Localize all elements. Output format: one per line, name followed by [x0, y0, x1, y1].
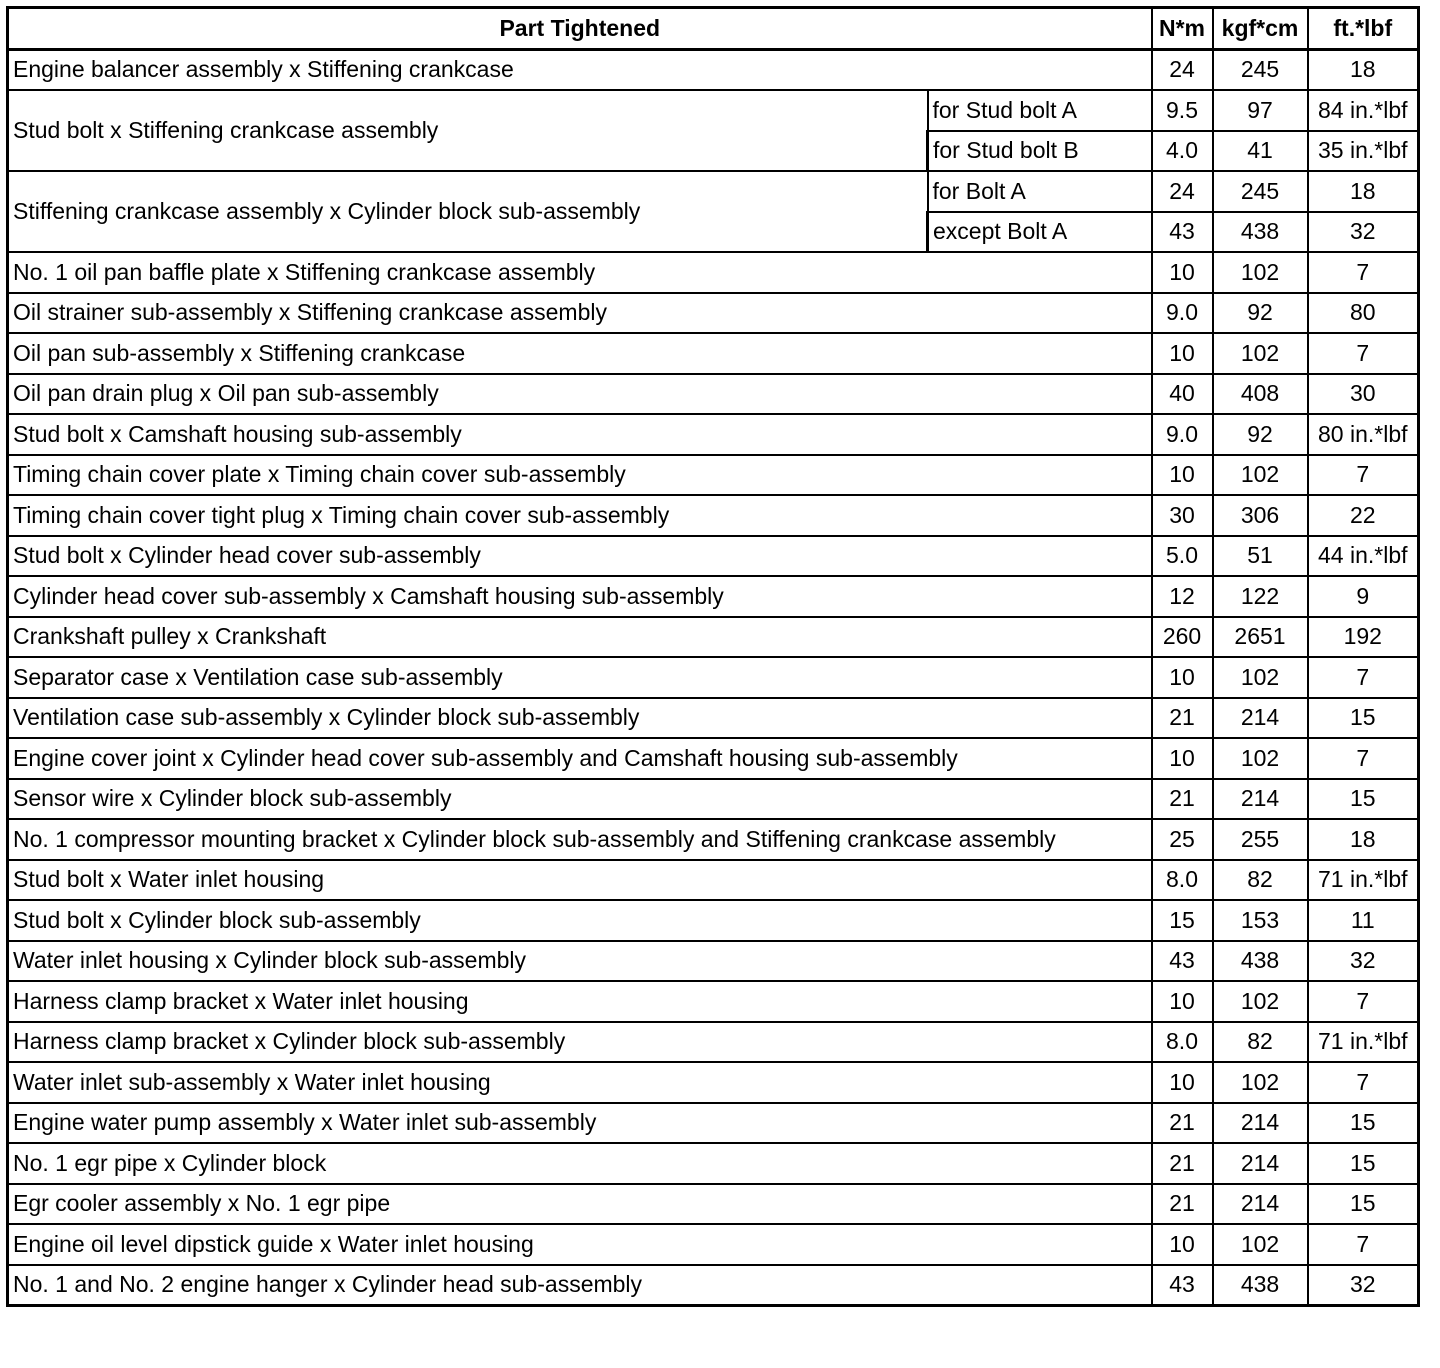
part-cell: Harness clamp bracket x Cylinder block sub-assembly	[8, 1022, 1152, 1063]
table-row	[8, 252, 1419, 293]
table-row	[8, 414, 1419, 455]
ft-lbf-cell: 18	[1308, 49, 1419, 90]
ft-lbf-cell: 71 in.*lbf	[1308, 1022, 1419, 1063]
ft-lbf-cell: 18	[1308, 819, 1419, 860]
kgf-cm-cell: 153	[1213, 900, 1308, 941]
part-cell: Timing chain cover plate x Timing chain cover sub-assembly	[8, 455, 1152, 496]
ft-lbf-cell: 7	[1308, 455, 1419, 496]
part-cell: Stud bolt x Stiffening crankcase assembly	[8, 90, 928, 171]
nm-cell: 21	[1152, 698, 1213, 739]
nm-cell: 9.0	[1152, 293, 1213, 334]
condition-cell: for Bolt A	[928, 171, 1152, 212]
table-row	[8, 171, 1419, 212]
table-row	[8, 333, 1419, 374]
ft-lbf-cell: 35 in.*lbf	[1308, 131, 1419, 172]
table-row	[8, 1184, 1419, 1225]
ft-lbf-cell: 9	[1308, 576, 1419, 617]
condition-cell: for Stud bolt B	[928, 131, 1152, 172]
ft-lbf-cell: 80 in.*lbf	[1308, 414, 1419, 455]
table-row	[8, 698, 1419, 739]
nm-cell: 21	[1152, 1184, 1213, 1225]
table-row	[8, 536, 1419, 577]
condition-cell: except Bolt A	[928, 212, 1152, 253]
nm-cell: 10	[1152, 738, 1213, 779]
kgf-cm-cell: 92	[1213, 414, 1308, 455]
part-cell: Engine cover joint x Cylinder head cover sub-assembly and Camshaft housing sub-assembly	[8, 738, 1152, 779]
table-row	[8, 1265, 1419, 1306]
table-row	[8, 900, 1419, 941]
kgf-cm-cell: 102	[1213, 657, 1308, 698]
kgf-cm-cell: 97	[1213, 90, 1308, 131]
nm-cell: 9.0	[1152, 414, 1213, 455]
table-row	[8, 819, 1419, 860]
header-part-tightened: Part Tightened	[8, 8, 1152, 50]
ft-lbf-cell: 30	[1308, 374, 1419, 415]
kgf-cm-cell: 438	[1213, 1265, 1308, 1306]
nm-cell: 24	[1152, 49, 1213, 90]
part-cell: Ventilation case sub-assembly x Cylinder block sub-assembly	[8, 698, 1152, 739]
table-row	[8, 576, 1419, 617]
part-cell: Stud bolt x Water inlet housing	[8, 860, 1152, 901]
part-cell: Cylinder head cover sub-assembly x Camshaft housing sub-assembly	[8, 576, 1152, 617]
table-row	[8, 779, 1419, 820]
table-row	[8, 1103, 1419, 1144]
kgf-cm-cell: 82	[1213, 860, 1308, 901]
kgf-cm-cell: 41	[1213, 131, 1308, 172]
kgf-cm-cell: 2651	[1213, 617, 1308, 658]
condition-cell: for Stud bolt A	[928, 90, 1152, 131]
ft-lbf-cell: 7	[1308, 252, 1419, 293]
nm-cell: 5.0	[1152, 536, 1213, 577]
kgf-cm-cell: 122	[1213, 576, 1308, 617]
kgf-cm-cell: 102	[1213, 252, 1308, 293]
kgf-cm-cell: 438	[1213, 212, 1308, 253]
nm-cell: 9.5	[1152, 90, 1213, 131]
nm-cell: 40	[1152, 374, 1213, 415]
part-cell: Stud bolt x Camshaft housing sub-assembly	[8, 414, 1152, 455]
ft-lbf-cell: 15	[1308, 1103, 1419, 1144]
part-cell: Sensor wire x Cylinder block sub-assembly	[8, 779, 1152, 820]
ft-lbf-cell: 7	[1308, 657, 1419, 698]
table-row	[8, 495, 1419, 536]
kgf-cm-cell: 214	[1213, 1184, 1308, 1225]
kgf-cm-cell: 255	[1213, 819, 1308, 860]
table-row	[8, 293, 1419, 334]
nm-cell: 15	[1152, 900, 1213, 941]
torque-spec-table	[6, 6, 1420, 1307]
kgf-cm-cell: 245	[1213, 49, 1308, 90]
ft-lbf-cell: 15	[1308, 779, 1419, 820]
nm-cell: 43	[1152, 1265, 1213, 1306]
table-row	[8, 981, 1419, 1022]
kgf-cm-cell: 102	[1213, 333, 1308, 374]
part-cell: Crankshaft pulley x Crankshaft	[8, 617, 1152, 658]
table-row	[8, 738, 1419, 779]
kgf-cm-cell: 306	[1213, 495, 1308, 536]
header-kgf-cm: kgf*cm	[1213, 8, 1308, 50]
kgf-cm-cell: 102	[1213, 1224, 1308, 1265]
ft-lbf-cell: 18	[1308, 171, 1419, 212]
part-cell: Water inlet sub-assembly x Water inlet housing	[8, 1062, 1152, 1103]
table-row	[8, 1143, 1419, 1184]
table-row	[8, 455, 1419, 496]
kgf-cm-cell: 214	[1213, 698, 1308, 739]
nm-cell: 260	[1152, 617, 1213, 658]
part-cell: No. 1 compressor mounting bracket x Cylinder block sub-assembly and Stiffening crankcase assembly	[8, 819, 1152, 860]
nm-cell: 12	[1152, 576, 1213, 617]
part-cell: Water inlet housing x Cylinder block sub-assembly	[8, 941, 1152, 982]
part-cell: Oil pan sub-assembly x Stiffening crankcase	[8, 333, 1152, 374]
ft-lbf-cell: 7	[1308, 1062, 1419, 1103]
table-row	[8, 374, 1419, 415]
part-cell: Engine water pump assembly x Water inlet sub-assembly	[8, 1103, 1152, 1144]
part-cell: No. 1 egr pipe x Cylinder block	[8, 1143, 1152, 1184]
table-row	[8, 860, 1419, 901]
nm-cell: 43	[1152, 941, 1213, 982]
nm-cell: 4.0	[1152, 131, 1213, 172]
part-cell: Timing chain cover tight plug x Timing chain cover sub-assembly	[8, 495, 1152, 536]
nm-cell: 10	[1152, 657, 1213, 698]
ft-lbf-cell: 15	[1308, 1143, 1419, 1184]
nm-cell: 43	[1152, 212, 1213, 253]
kgf-cm-cell: 214	[1213, 1143, 1308, 1184]
ft-lbf-cell: 32	[1308, 212, 1419, 253]
nm-cell: 10	[1152, 1062, 1213, 1103]
part-cell: Separator case x Ventilation case sub-assembly	[8, 657, 1152, 698]
part-cell: Engine balancer assembly x Stiffening crankcase	[8, 49, 1152, 90]
ft-lbf-cell: 22	[1308, 495, 1419, 536]
kgf-cm-cell: 408	[1213, 374, 1308, 415]
nm-cell: 30	[1152, 495, 1213, 536]
header-ft-lbf: ft.*lbf	[1308, 8, 1419, 50]
table-row	[8, 617, 1419, 658]
header-row	[8, 8, 1419, 50]
ft-lbf-cell: 7	[1308, 333, 1419, 374]
ft-lbf-cell: 32	[1308, 1265, 1419, 1306]
table-row	[8, 941, 1419, 982]
nm-cell: 10	[1152, 1224, 1213, 1265]
table-row	[8, 90, 1419, 131]
part-cell: Harness clamp bracket x Water inlet housing	[8, 981, 1152, 1022]
ft-lbf-cell: 15	[1308, 1184, 1419, 1225]
part-cell: No. 1 and No. 2 engine hanger x Cylinder head sub-assembly	[8, 1265, 1152, 1306]
kgf-cm-cell: 102	[1213, 455, 1308, 496]
ft-lbf-cell: 11	[1308, 900, 1419, 941]
kgf-cm-cell: 438	[1213, 941, 1308, 982]
nm-cell: 24	[1152, 171, 1213, 212]
kgf-cm-cell: 102	[1213, 738, 1308, 779]
ft-lbf-cell: 80	[1308, 293, 1419, 334]
ft-lbf-cell: 192	[1308, 617, 1419, 658]
table-row	[8, 49, 1419, 90]
kgf-cm-cell: 82	[1213, 1022, 1308, 1063]
nm-cell: 21	[1152, 779, 1213, 820]
part-cell: No. 1 oil pan baffle plate x Stiffening crankcase assembly	[8, 252, 1152, 293]
nm-cell: 25	[1152, 819, 1213, 860]
nm-cell: 8.0	[1152, 1022, 1213, 1063]
ft-lbf-cell: 15	[1308, 698, 1419, 739]
nm-cell: 10	[1152, 333, 1213, 374]
kgf-cm-cell: 102	[1213, 981, 1308, 1022]
part-cell: Oil pan drain plug x Oil pan sub-assembly	[8, 374, 1152, 415]
part-cell: Egr cooler assembly x No. 1 egr pipe	[8, 1184, 1152, 1225]
table-row	[8, 1224, 1419, 1265]
ft-lbf-cell: 32	[1308, 941, 1419, 982]
kgf-cm-cell: 245	[1213, 171, 1308, 212]
nm-cell: 10	[1152, 981, 1213, 1022]
part-cell: Stud bolt x Cylinder block sub-assembly	[8, 900, 1152, 941]
ft-lbf-cell: 7	[1308, 981, 1419, 1022]
header-nm: N*m	[1152, 8, 1213, 50]
nm-cell: 8.0	[1152, 860, 1213, 901]
kgf-cm-cell: 92	[1213, 293, 1308, 334]
nm-cell: 21	[1152, 1103, 1213, 1144]
nm-cell: 10	[1152, 455, 1213, 496]
ft-lbf-cell: 7	[1308, 738, 1419, 779]
nm-cell: 21	[1152, 1143, 1213, 1184]
table-row	[8, 1062, 1419, 1103]
kgf-cm-cell: 214	[1213, 1103, 1308, 1144]
table-row	[8, 657, 1419, 698]
nm-cell: 10	[1152, 252, 1213, 293]
table-row	[8, 1022, 1419, 1063]
part-cell: Stud bolt x Cylinder head cover sub-assembly	[8, 536, 1152, 577]
kgf-cm-cell: 51	[1213, 536, 1308, 577]
ft-lbf-cell: 44 in.*lbf	[1308, 536, 1419, 577]
kgf-cm-cell: 214	[1213, 779, 1308, 820]
part-cell: Engine oil level dipstick guide x Water inlet housing	[8, 1224, 1152, 1265]
ft-lbf-cell: 7	[1308, 1224, 1419, 1265]
kgf-cm-cell: 102	[1213, 1062, 1308, 1103]
part-cell: Stiffening crankcase assembly x Cylinder block sub-assembly	[8, 171, 928, 252]
ft-lbf-cell: 84 in.*lbf	[1308, 90, 1419, 131]
ft-lbf-cell: 71 in.*lbf	[1308, 860, 1419, 901]
part-cell: Oil strainer sub-assembly x Stiffening crankcase assembly	[8, 293, 1152, 334]
